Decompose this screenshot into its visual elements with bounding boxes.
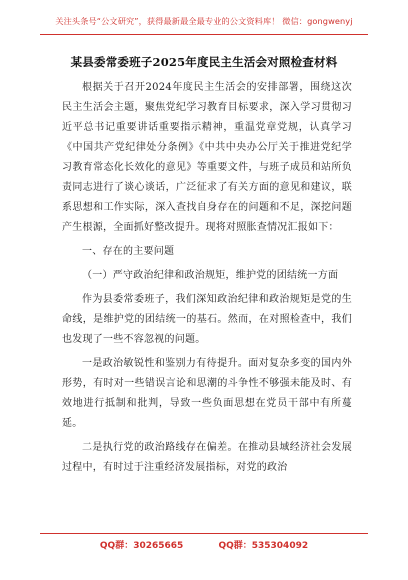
document-body xyxy=(62,78,352,478)
body-paragraph: 一是政治敏锐性和鉴别力有待提升。面对复杂多变的国内外形势，有时对一些错误言论和思潮的斗争性不够强未能及时、有效地进行抵制和批判，导致一些负面思想在党员干部中有所蔓延。 xyxy=(62,358,352,429)
intro-paragraph: 根据关于召开2024年度民主生活会的安排部署，围绕这次民主生活会主题，聚焦党纪学习教育目标要求，深入学习贯彻习近平总书记重要讲话重要指示精神，重温党章党规，认真学习《中国共产党纪律处分条例》《中共中央办公厅关于推进党纪学习教育常态化长效化的意见》等重要文件，与班子成员和站所负责同志进行了谈心谈话，广泛征求了有关方面的意见和建议，联系思想和工作实际，深入查找自身存在的问题和不足，深挖问题产生根源，全面抓好整改提升。现将对照胀查情况汇报如下： xyxy=(62,82,352,233)
document-title: 某县委常委班子2025年度民主生活会对照检查材料 xyxy=(70,55,338,69)
footer-qq-group-2: QQ群：535304092 xyxy=(218,541,309,551)
subsection-heading: （一）严守政治纪律和政治规矩，维护党的团结统一方面 xyxy=(82,270,339,281)
header-divider xyxy=(40,34,368,35)
footer-divider xyxy=(40,533,368,534)
header-banner: 关注头条号“公文研究”，获得最新最全最专业的公文资料库！ 微信：gongwenyj xyxy=(55,16,353,26)
body-paragraph: 作为县委常委班子，我们深知政治纪律和政治规矩是党的生命线，是维护党的团结统一的基石。然而，在对照检查中，我们也发现了一些不容忽视的问题。 xyxy=(62,294,352,345)
section-heading: 一、存在的主要问题 xyxy=(82,246,175,257)
body-paragraph: 二是执行党的政治路线存在偏差。在推动县域经济社会发展过程中，有时过于注重经济发展指标，对党的政治 xyxy=(62,442,352,473)
footer-qq-group-1: QQ群：30265665 xyxy=(99,541,184,551)
footer-contacts xyxy=(0,538,408,551)
